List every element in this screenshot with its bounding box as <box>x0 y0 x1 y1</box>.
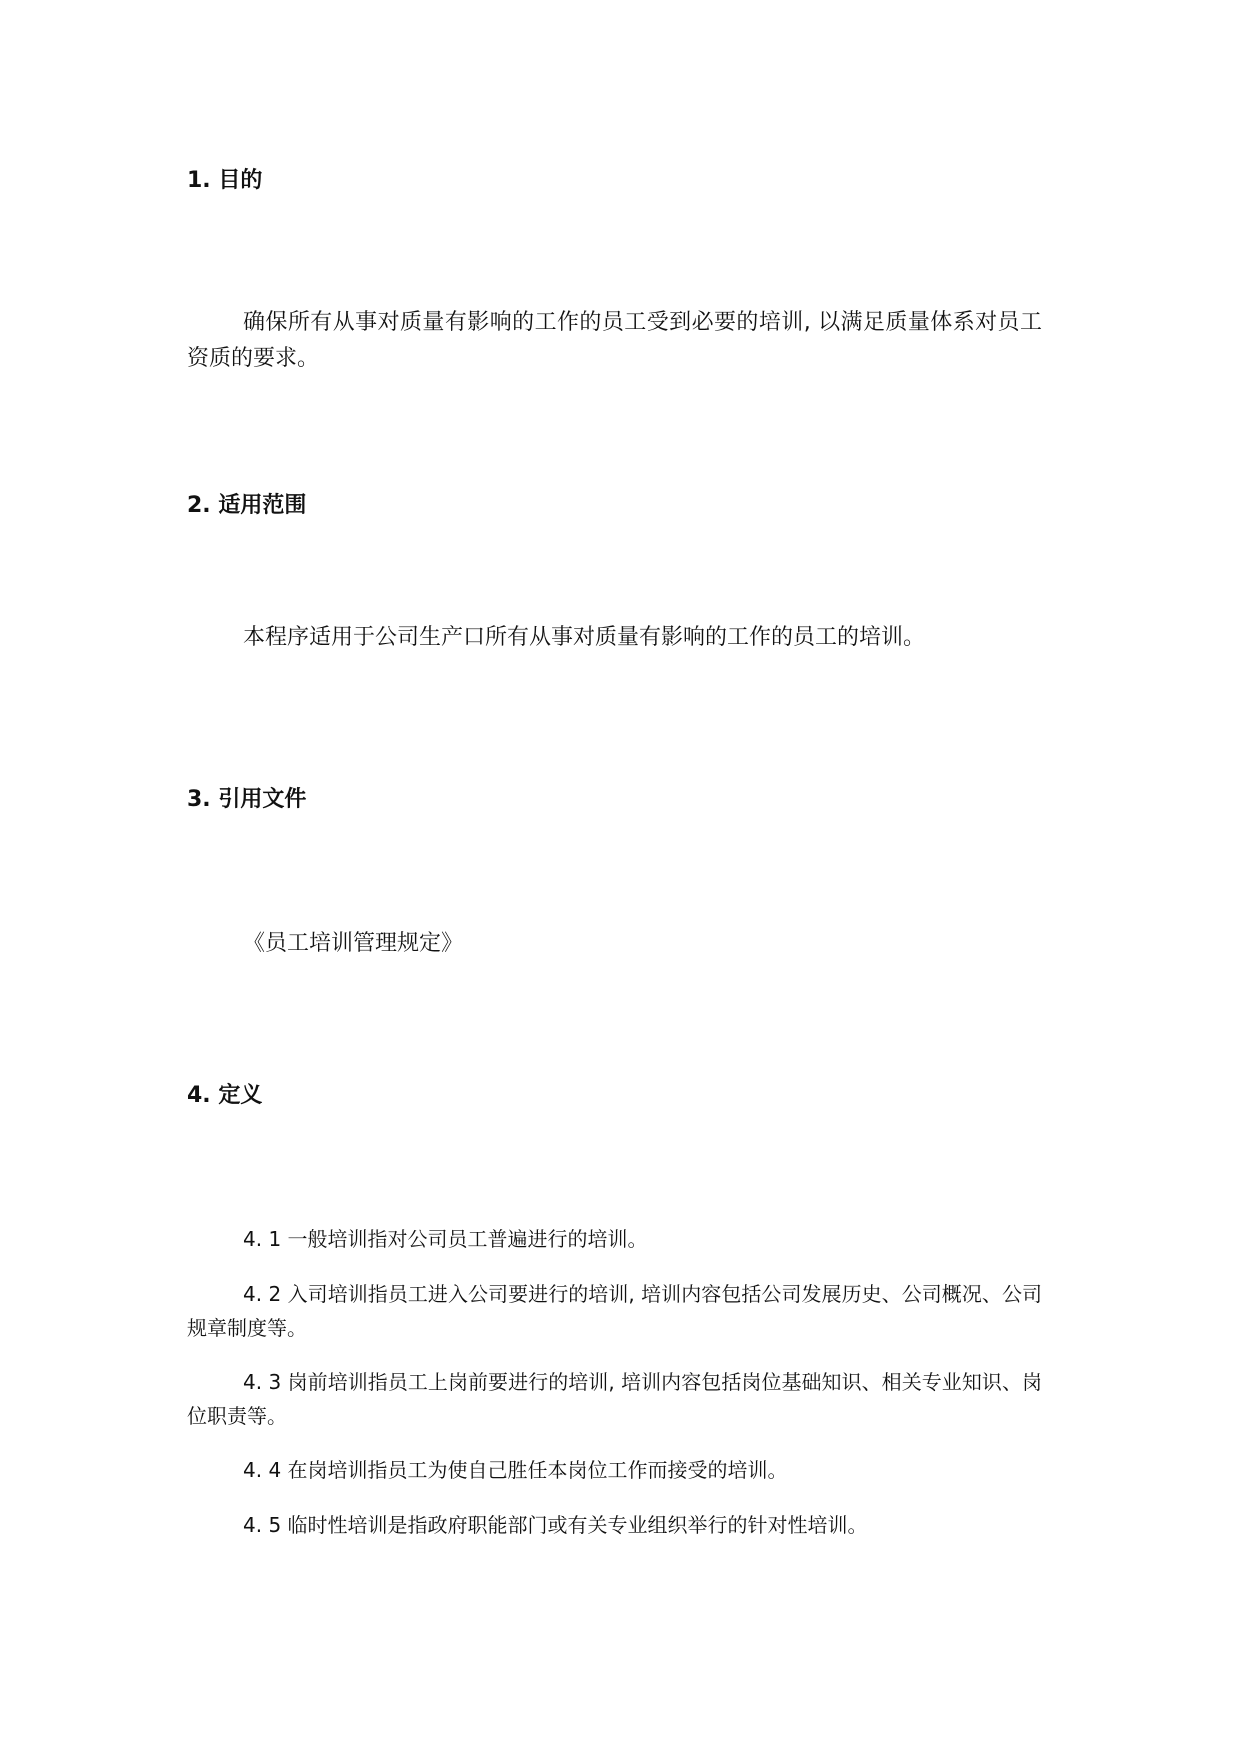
definition-item: 4. 3 岗前培训指员工上岗前要进行的培训, 培训内容包括岗位基础知识、相关专业知识、岗位职责等。 <box>187 1370 1042 1428</box>
section-body-purpose: 确保所有从事对质量有影响的工作的员工受到必要的培训, 以满足质量体系对员工资质的要求。 <box>187 310 1042 371</box>
definition-item: 4. 4 在岗培训指员工为使自己胜任本岗位工作而接受的培训。 <box>243 1458 788 1482</box>
section-heading-scope: 2. 适用范围 <box>187 493 307 518</box>
section-body-references: 《员工培训管理规定》 <box>243 931 464 956</box>
section-heading-purpose: 1. 目的 <box>187 168 263 193</box>
section-heading-definitions: 4. 定义 <box>187 1083 263 1108</box>
section-heading-references: 3. 引用文件 <box>187 787 307 812</box>
definition-item: 4. 2 入司培训指员工进入公司要进行的培训, 培训内容包括公司发展历史、公司概况、公司规章制度等。 <box>187 1282 1042 1340</box>
section-body-scope: 本程序适用于公司生产口所有从事对质量有影响的工作的员工的培训。 <box>243 625 926 650</box>
definition-item: 4. 1 一般培训指对公司员工普遍进行的培训。 <box>243 1227 648 1251</box>
definition-item: 4. 5 临时性培训是指政府职能部门或有关专业组织举行的针对性培训。 <box>243 1513 868 1537</box>
